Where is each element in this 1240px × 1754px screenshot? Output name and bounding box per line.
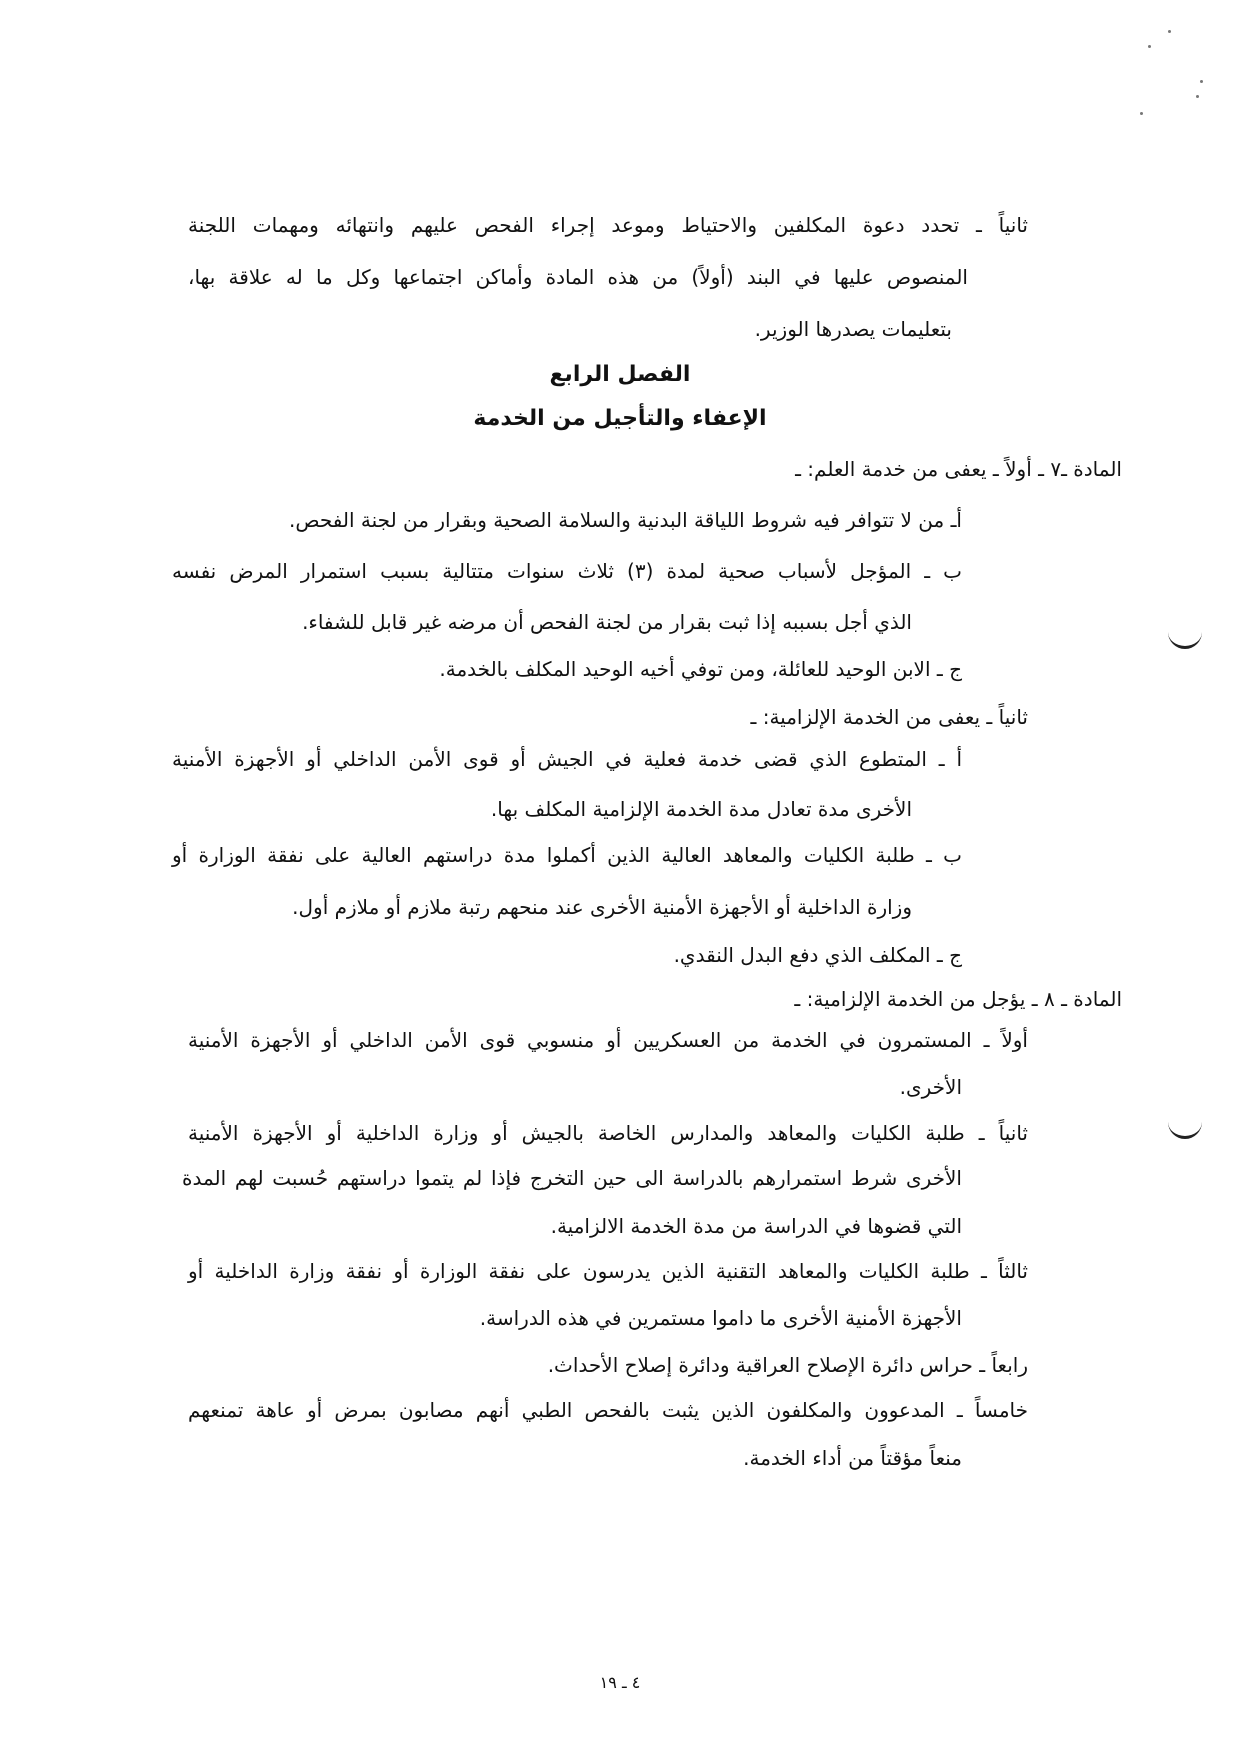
article-8-2-line-1: ثانياً ـ طلبة الكليات والمعاهد والمدارس الخاصة بالجيش أو وزارة الداخلية أو الأجهزة الأمنية <box>188 1121 1028 1145</box>
article-8-3-line-2: الأجهزة الأمنية الأخرى ما داموا مستمرين في هذه الدراسة. <box>479 1306 962 1330</box>
article-7-2-b-line-1: ب ـ طلبة الكليات والمعاهد العالية الذين أكملوا مدة دراستهم العالية على نفقة الوزارة أو <box>172 843 962 867</box>
scan-speck <box>1140 112 1143 115</box>
article-8-2-line-2: الأخرى شرط استمرارهم بالدراسة الى حين التخرج فإذا لم يتموا دراستهم حُسبت لهم المدة <box>182 1166 962 1190</box>
scan-speck <box>1148 45 1151 48</box>
article-7-1-b-line-1: ب ـ المؤجل لأسباب صحية لمدة (٣) ثلاث سنوات متتالية بسبب استمرار المرض نفسه <box>172 559 963 583</box>
article-7-2-b-line-2: وزارة الداخلية أو الأجهزة الأمنية الأخرى عند منحهم رتبة ملازم أو ملازم أول. <box>292 895 912 919</box>
para-thaniyan-line-2: المنصوص عليها في البند (أولاً) من هذه المادة وأماكن اجتماعها وكل ما له علاقة بها، <box>188 265 968 289</box>
article-8-5-line-2: منعاً مؤقتاً من أداء الخدمة. <box>743 1446 962 1470</box>
page-number: ٤ ـ ١٩ <box>599 1673 641 1692</box>
article-8-1-line-2: الأخرى. <box>899 1075 962 1099</box>
chapter-subtitle: الإعفاء والتأجيل من الخدمة <box>473 406 767 431</box>
para-thaniyan-line-1: ثانياً ـ تحدد دعوة المكلفين والاحتياط وموعد إجراء الفحص عليهم وانتهائه ومهمات اللجنة <box>188 213 1028 237</box>
article-7-2-a-line-2: الأخرى مدة تعادل مدة الخدمة الإلزامية المكلف بها. <box>490 797 912 821</box>
article-8-4: رابعاً ـ حراس دائرة الإصلاح العراقية ودائرة إصلاح الأحداث. <box>547 1353 1028 1377</box>
article-8-2-line-3: التي قضوها في الدراسة من مدة الخدمة الالزامية. <box>550 1214 962 1238</box>
article-8-1-line-1: أولاً ـ المستمرون في الخدمة من العسكريين أو منسوبي قوى الأمن الداخلي أو الأجهزة الأمنية <box>188 1028 1028 1052</box>
binding-hole-mark <box>1168 1120 1202 1139</box>
article-8-3-line-1: ثالثاً ـ طلبة الكليات والمعاهد التقنية الذين يدرسون على نفقة الوزارة أو نفقة وزارة الداخلية أو <box>188 1259 1028 1283</box>
article-7-2-a-line-1: أ ـ المتطوع الذي قضى خدمة فعلية في الجيش أو قوى الأمن الداخلي أو الأجهزة الأمنية <box>172 747 962 771</box>
article-7-1-b-line-2: الذي أجل بسببه إذا ثبت بقرار من لجنة الفحص أن مرضه غير قابل للشفاء. <box>302 610 912 634</box>
chapter-title: الفصل الرابع <box>549 362 691 387</box>
para-thaniyan-line-3: بتعليمات يصدرها الوزير. <box>754 317 952 341</box>
article-7-2-c: ج ـ المكلف الذي دفع البدل النقدي. <box>673 943 962 967</box>
scan-speck <box>1200 80 1203 83</box>
article-8-5-line-1: خامساً ـ المدعوون والمكلفون الذين يثبت بالفحص الطبي أنهم مصابون بمرض أو عاهة تمنعهم <box>188 1398 1028 1422</box>
binding-hole-mark <box>1168 630 1202 649</box>
article-7-heading: المادة ـ٧ ـ أولاً ـ يعفى من خدمة العلم: ـ <box>795 457 1122 481</box>
article-7-2-heading: ثانياً ـ يعفى من الخدمة الإلزامية: ـ <box>750 705 1028 729</box>
article-7-1-c: ج ـ الابن الوحيد للعائلة، ومن توفي أخيه الوحيد المكلف بالخدمة. <box>439 657 962 681</box>
scan-speck <box>1168 30 1171 33</box>
article-8-heading: المادة ـ ٨ ـ يؤجل من الخدمة الإلزامية: ـ <box>794 987 1122 1011</box>
article-7-1-a: أـ من لا تتوافر فيه شروط اللياقة البدنية والسلامة الصحية وبقرار من لجنة الفحص. <box>289 508 962 532</box>
scan-speck <box>1196 95 1199 98</box>
